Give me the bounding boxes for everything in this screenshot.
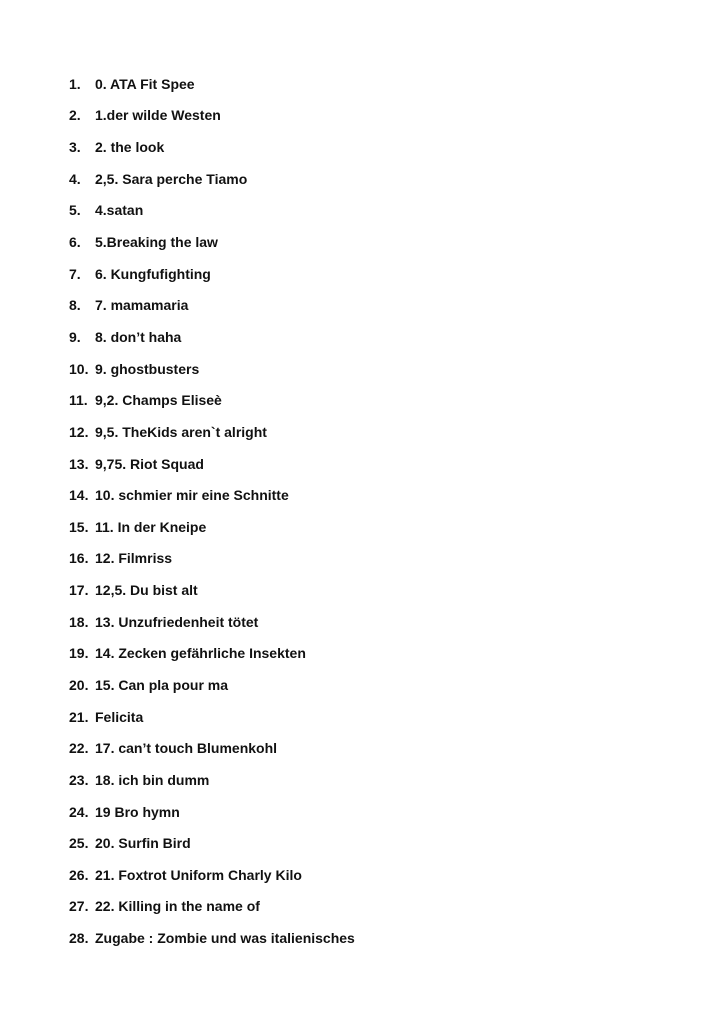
list-item	[69, 891, 355, 923]
item-number: 18.	[69, 613, 89, 630]
item-text: 0. ATA Fit Spee	[95, 75, 195, 92]
item-number: 22.	[69, 740, 89, 757]
item-number: 8.	[69, 297, 81, 314]
list-item	[69, 353, 355, 385]
item-number: 6.	[69, 234, 81, 251]
item-number: 27.	[69, 898, 89, 915]
item-text: 5.Breaking the law	[95, 234, 218, 251]
item-text: 9,5. TheKids aren`t alright	[95, 423, 267, 440]
list-item	[69, 131, 355, 163]
list-item	[69, 416, 355, 448]
list-item	[69, 827, 355, 859]
item-text: Felicita	[95, 708, 144, 725]
item-text: 12,5. Du bist alt	[95, 582, 198, 599]
item-text: 7. mamamaria	[95, 297, 189, 314]
list-item	[69, 859, 355, 891]
item-text: 2. the look	[95, 139, 165, 156]
item-number: 7.	[69, 265, 81, 282]
item-text: 8. don’t haha	[95, 328, 182, 345]
item-text: 1.der wilde Westen	[95, 107, 221, 124]
item-text: 22. Killing in the name of	[95, 898, 260, 915]
item-number: 26.	[69, 866, 89, 883]
item-number: 1.	[69, 75, 81, 92]
list-item	[69, 448, 355, 480]
item-number: 2.	[69, 107, 81, 124]
list-item	[69, 922, 355, 954]
item-number: 24.	[69, 803, 89, 820]
list-item	[69, 258, 355, 290]
item-number: 23.	[69, 771, 89, 788]
list-item	[69, 638, 355, 670]
list-item	[69, 701, 355, 733]
item-text: 11. In der Kneipe	[95, 518, 207, 535]
item-text: 12. Filmriss	[95, 550, 173, 567]
item-text: 9,2. Champs Eliseè	[95, 392, 222, 409]
list-item	[69, 543, 355, 575]
item-number: 17.	[69, 582, 89, 599]
item-number: 10.	[69, 360, 89, 377]
list-item	[69, 226, 355, 258]
item-text: 4.satan	[95, 202, 144, 219]
item-text: 15. Can pla pour ma	[95, 676, 229, 693]
list-item	[69, 100, 355, 132]
item-number: 9.	[69, 328, 81, 345]
item-text: 19 Bro hymn	[95, 803, 180, 820]
item-number: 3.	[69, 139, 81, 156]
item-number: 4.	[69, 170, 81, 187]
item-number: 5.	[69, 202, 81, 219]
item-number: 12.	[69, 423, 89, 440]
item-number: 11.	[69, 392, 88, 409]
item-text: 17. can’t touch Blumenkohl	[95, 740, 278, 757]
item-text: 18. ich bin dumm	[95, 771, 210, 788]
item-number: 15.	[69, 518, 89, 535]
item-number: 20.	[69, 676, 89, 693]
item-number: 21.	[69, 708, 89, 725]
setlist	[69, 68, 355, 954]
list-item	[69, 764, 355, 796]
item-text: 21. Foxtrot Uniform Charly Kilo	[95, 866, 302, 883]
item-text: Zugabe : Zombie und was italienisches	[95, 930, 355, 947]
item-text: 2,5. Sara perche Tiamo	[95, 170, 248, 187]
item-number: 25.	[69, 835, 89, 852]
item-text: 10. schmier mir eine Schnitte	[95, 487, 289, 504]
item-number: 14.	[69, 487, 89, 504]
list-item	[69, 479, 355, 511]
list-item	[69, 732, 355, 764]
item-number: 28.	[69, 930, 89, 947]
list-item	[69, 289, 355, 321]
item-text: 9. ghostbusters	[95, 360, 200, 377]
list-item	[69, 796, 355, 828]
item-number: 16.	[69, 550, 89, 567]
list-item	[69, 163, 355, 195]
list-item	[69, 606, 355, 638]
list-item	[69, 384, 355, 416]
item-number: 13.	[69, 455, 89, 472]
list-item	[69, 511, 355, 543]
list-item	[69, 195, 355, 227]
item-number: 19.	[69, 645, 89, 662]
item-text: 13. Unzufriedenheit tötet	[95, 613, 259, 630]
item-text: 20. Surfin Bird	[95, 835, 191, 852]
item-text: 9,75. Riot Squad	[95, 455, 204, 472]
item-text: 6. Kungfufighting	[95, 265, 211, 282]
list-item	[69, 669, 355, 701]
list-item	[69, 574, 355, 606]
item-text: 14. Zecken gefährliche Insekten	[95, 645, 306, 662]
list-item	[69, 321, 355, 353]
list-item	[69, 68, 355, 100]
